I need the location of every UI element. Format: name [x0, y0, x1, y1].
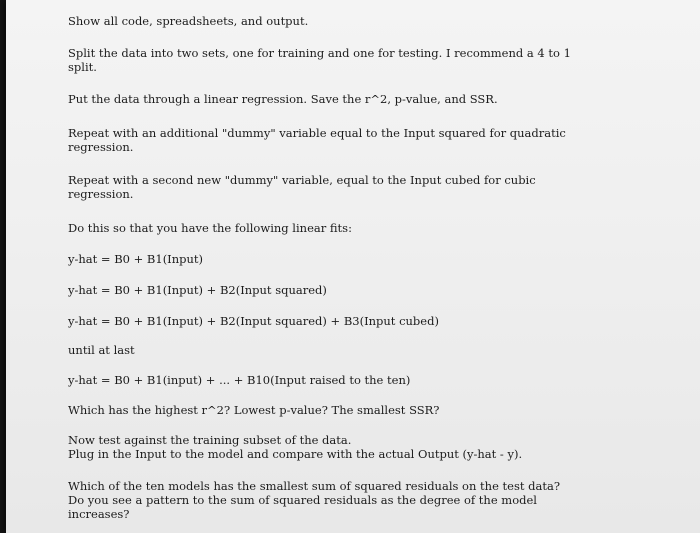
instruction-line: Repeat with an additional "dummy" variable equal to the Input squared for quadratic — [68, 126, 566, 140]
instruction-line: Split the data into two sets, one for training and one for testing. I recommend a 4 to 1 — [68, 46, 571, 60]
instruction-line: Repeat with a second new "dummy" variable, equal to the Input cubed for cubic — [68, 173, 536, 187]
instruction-line: Plug in the Input to the model and compare with the actual Output (y-hat - y). — [68, 447, 523, 461]
instruction-line: split. — [68, 60, 97, 74]
question-line: Which has the highest r^2? Lowest p-value? The smallest SSR? — [68, 403, 440, 417]
instruction-line: until at last — [68, 343, 135, 357]
instruction-line: Show all code, spreadsheets, and output. — [68, 14, 309, 28]
equation-line: y-hat = B0 + B1(Input) + B2(Input squared) + B3(Input cubed) — [68, 314, 439, 328]
instruction-line: Do this so that you have the following linear fits: — [68, 221, 352, 235]
question-line: Do you see a pattern to the sum of squared residuals as the degree of the model — [68, 493, 537, 507]
instruction-line: regression. — [68, 140, 134, 154]
equation-line: y-hat = B0 + B1(Input) — [68, 252, 204, 266]
instruction-line: regression. — [68, 187, 134, 201]
question-line: Which of the ten models has the smallest sum of squared residuals on the test data? — [68, 479, 560, 493]
document-page — [6, 0, 700, 533]
instruction-line: Put the data through a linear regression. Save the r^2, p-value, and SSR. — [68, 92, 498, 106]
equation-line: y-hat = B0 + B1(input) + ... + B10(Input raised to the ten) — [68, 373, 411, 387]
question-line: increases? — [68, 507, 130, 521]
equation-line: y-hat = B0 + B1(Input) + B2(Input squared) — [68, 283, 327, 297]
instruction-line: Now test against the training subset of the data. — [68, 433, 352, 447]
